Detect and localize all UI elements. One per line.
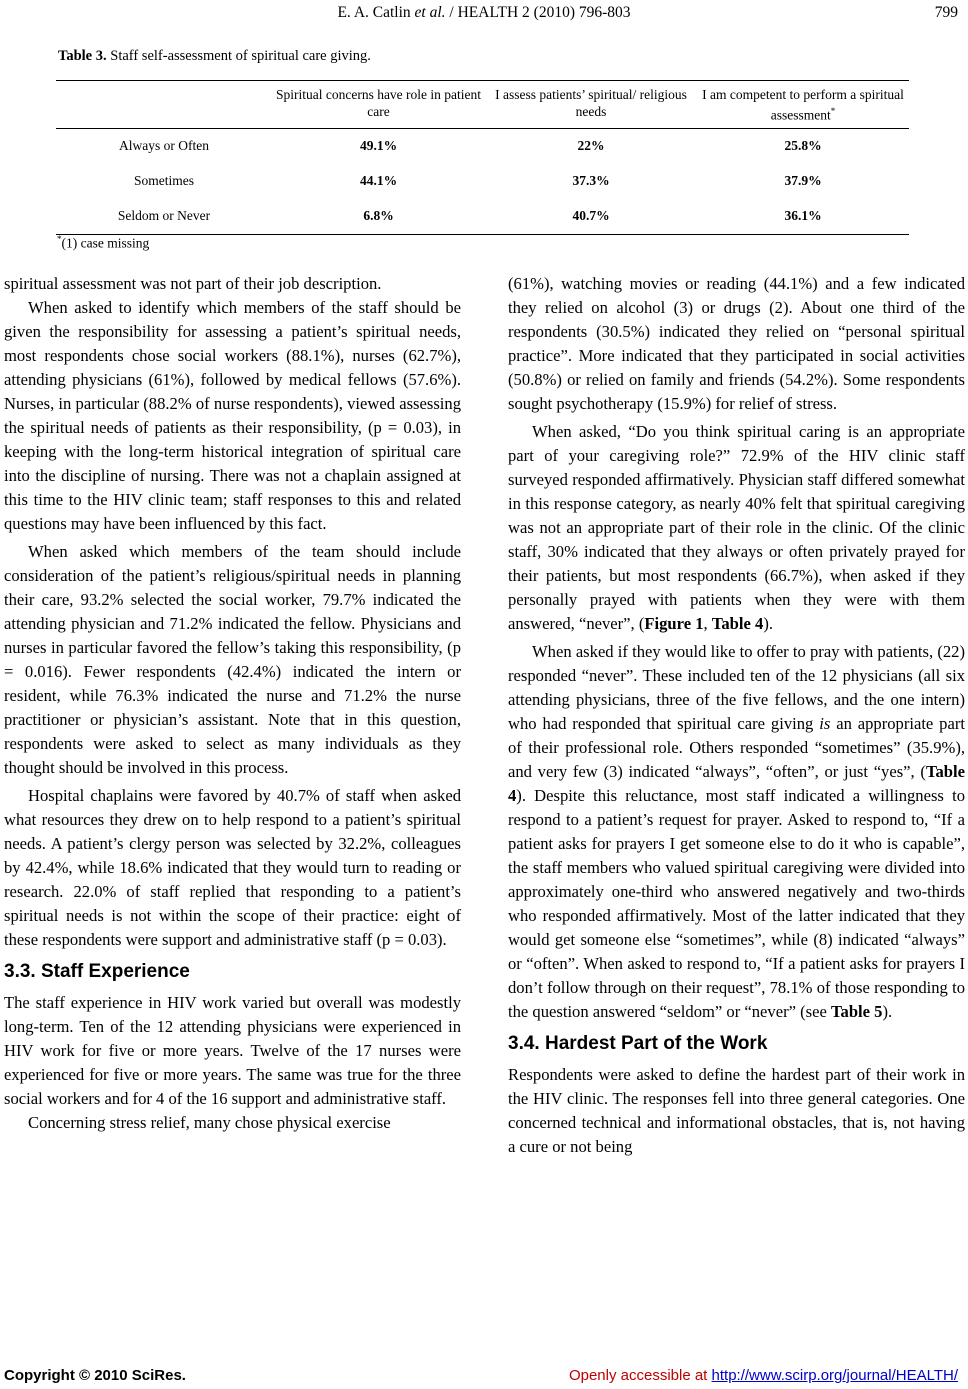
- journal-link[interactable]: http://www.scirp.org/journal/HEALTH/: [711, 1367, 958, 1384]
- running-head-authors: E. A. Catlin: [337, 4, 415, 21]
- section-heading-3-3: 3.3. Staff Experience: [4, 961, 190, 982]
- page-number: 799: [934, 4, 958, 21]
- table-header-col2: I assess patients’ spiritual/ religious needs: [495, 87, 687, 119]
- open-access-notice: Openly accessible at http://www.scirp.org/journal/HEALTH/: [568, 1367, 958, 1384]
- paragraph: spiritual assessment was not part of their job description.: [4, 274, 382, 293]
- table-caption: [58, 48, 371, 65]
- paragraph: Hospital chaplains were favored by 40.7% of staff when asked what resources they drew on to help respond to a patient’s spiritual needs. A patient’s clergy person was selected by 32.2%, colleagues by 42.4%, while 18.6% indicated that they would turn to reading or research. 22.0% of staff replied that responding to a patient’s spiritual needs is not within the scope of their practice: eight of these respondents were support and administrative staff (p = 0.03).: [4, 786, 461, 949]
- table-cell: 25.8%: [784, 138, 822, 153]
- table-cell: 22%: [577, 138, 605, 153]
- table-cell: 6.8%: [363, 208, 394, 223]
- table-row: [56, 128, 909, 164]
- figure-ref: Figure 1: [644, 614, 704, 633]
- paragraph: When asked to identify which members of the staff should be given the responsibility for assessing a patient’s spiritual needs, most respondents chose social workers (88.1%), nurses (62.7%), attending physicians (61%), followed by medical fellows (57.6%). Nurses, in particular (88.2% of nurse respondents), viewed assessing the spiritual needs of patients as their responsibility, (p = 0.03), in keeping with the long-term historical integration of spiritual care into the discipline of nursing. There was not a chaplain assigned at this time to the HIV clinic team; staff responses to this and related questions may have been influenced by this fact.: [4, 298, 461, 533]
- left-column: [4, 272, 461, 1135]
- table-cell: 37.3%: [572, 173, 610, 188]
- table-caption-text: Staff self-assessment of spiritual care giving.: [106, 48, 371, 64]
- table-row-label: Sometimes: [134, 173, 194, 188]
- paragraph: When asked which members of the team should include consideration of the patient’s religious/spiritual needs in planning their care, 93.2% selected the social worker, 79.7% indicated the attending physician and 71.2% indicated the fellow. Physicians and nurses in particular favored the fellow’s taking this responsibility, (p = 0.016). Fewer respondents (42.4%) indicated the intern or resident, while 76.3% indicated the nurse and 71.2% the nurse practitioner or physician’s assistant. Note that in this question, respondents were asked to select as many individuals as they thought should be involved in this process.: [4, 542, 461, 777]
- copyright: Copyright © 2010 SciRes.: [4, 1367, 186, 1384]
- table-header-col3: I am competent to perform a spiritual assessment*: [702, 87, 904, 123]
- table-footnote-text: (1) case missing: [61, 235, 150, 251]
- table-cell: 37.9%: [784, 173, 822, 188]
- table-row: [56, 164, 909, 199]
- table-cell: 40.7%: [572, 208, 610, 223]
- paragraph: When asked if they would like to offer to pray with patients, (22) responded “never”. These included ten of the 12 physicians (all six attending physicians, three of the five fellows, and the one intern) who had responded that spiritual care giving is an appropriate part of their professional role. Others responded “sometimes” (35.9%), and very few (3) indicated “always”, “often”, or just “yes”, (Table 4). Despite this reluctance, most staff indicated a willingness to respond to a patient’s request for prayer. Asked to respond to, “If a patient asks for prayers I get someone else to do it who is capable”, the staff members who valued spiritual caregiving were divided into approximately one-third who answered negatively and two-thirds who responded affirmatively. Most of the latter indicated that they would get someone else “sometimes”, while (8) indicated “always” or “often”. When asked to respond to, “If a patient asks for prayers I don’t follow through on their request”, 78.1% of those responding to the question answered “seldom” or “never” (see Table 5).: [508, 642, 965, 1021]
- paragraph: When asked, “Do you think spiritual caring is an appropriate part of your caregiving role?” 72.9% of the HIV clinic staff surveyed responded affirmatively. Physician staff differed somewhat in this response category, as nearly 40% felt that spiritual caregiving was not an appropriate part of their role in the clinic. Of the clinic staff, 30% indicated that they always or often privately prayed for their patients, but most respondents (66.7%), when asked if they personally prayed with patients when they were with them answered, “never”, (Figure 1, Table 4).: [508, 422, 965, 633]
- table-cell: 44.1%: [359, 173, 398, 188]
- table-row: [56, 199, 909, 235]
- footnote-mark: *: [830, 106, 836, 116]
- paragraph: Concerning stress relief, many chose physical exercise: [28, 1113, 391, 1132]
- paragraph: (61%), watching movies or reading (44.1%) and a few indicated they relied on alcohol (3) or drugs (2). About one third of the respondents (30.5%) indicated they relied on “personal spiritual practice”. More indicated that they participated in social activities (50.8%) or relied on family and friends (54.2%). Some respondents sought psychotherapy (15.9%) for relief of stress.: [508, 274, 965, 413]
- emphasis: is: [819, 714, 831, 733]
- table-cell: 36.1%: [784, 208, 822, 223]
- table-footnote: [57, 234, 149, 252]
- section-heading-3-4: 3.4. Hardest Part of the Work: [508, 1033, 768, 1054]
- table-cell: 49.1%: [359, 138, 398, 153]
- table-header-col1: Spiritual concerns have role in patient care: [275, 87, 482, 119]
- table-ref: Table 5: [830, 1002, 883, 1021]
- right-column: [508, 272, 965, 1159]
- paragraph: Respondents were asked to define the hardest part of their work in the HIV clinic. The responses fell into three general categories. One concerned technical and informational obstacles, that is, not having a cure or not being: [508, 1065, 965, 1156]
- table-header-row: [56, 81, 909, 129]
- running-head-journal: / HEALTH 2 (2010) 796-803: [445, 4, 631, 21]
- table-row-label: Seldom or Never: [117, 208, 211, 223]
- paragraph: The staff experience in HIV work varied but overall was modestly long-term. Ten of the 12 attending physicians were experienced in HIV work for five or more years. Twelve of the 17 nurses were experienced for five or more years. The same was true for the three social workers and for 4 of the 16 support and administrative staff.: [4, 993, 461, 1108]
- table-caption-label: Table 3.: [58, 48, 107, 64]
- table-ref: Table 4: [711, 614, 764, 633]
- table-ref: Table 4: [508, 762, 965, 805]
- running-head: [0, 4, 968, 22]
- table-footnote-mark: *: [57, 234, 62, 244]
- table-row-label: Always or Often: [119, 138, 209, 153]
- running-head-etal: et al.: [414, 4, 446, 21]
- table-3: [56, 80, 909, 235]
- table-header-empty: [56, 81, 272, 129]
